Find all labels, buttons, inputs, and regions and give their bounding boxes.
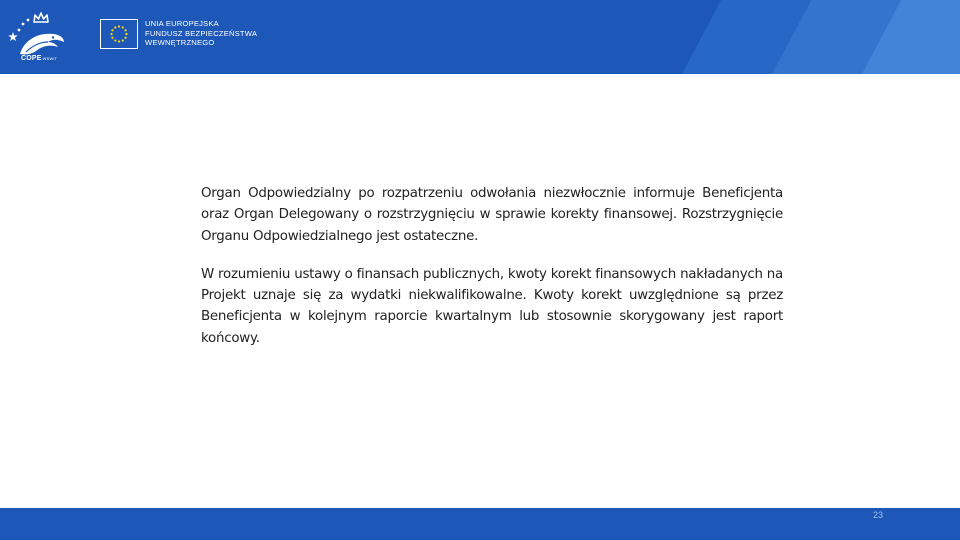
eu-fund-line: UNIA EUROPEJSKA — [145, 19, 219, 28]
cope-wordmark: COPEWSWiT — [21, 55, 58, 62]
footer-band — [0, 508, 960, 540]
slide-content — [201, 183, 783, 349]
eu-fund-line: FUNDUSZ BEZPIECZEŃSTWA — [145, 28, 258, 38]
body-paragraph: W rozumieniu ustawy o finansach publicznych, kwoty korekt finansowych nakładanych na Projekt uznaje się za wydatki niekwalifikowalne. Kwoty korekt uwzględnione są przez Beneficjenta w kolejnym raporcie kwartalnym lub stosownie skorygowany jest raport końcowy. — [201, 266, 783, 346]
header-band — [0, 0, 960, 74]
eu-fund-label — [145, 19, 257, 48]
page-number: 23 — [873, 510, 884, 520]
eu-flag-icon — [100, 19, 138, 49]
body-paragraph: Organ Odpowiedzialny po rozpatrzeniu odwołania niezwłocznie informuje Beneficjenta oraz Organ Delegowany o rozstrzygnięciu w sprawie korekty finansowej. Rozstrzygnięcie Organu Odpowiedzialnego jest ostateczne. — [201, 186, 783, 244]
eu-fund-line: WEWNĘTRZNEGO — [145, 38, 215, 48]
